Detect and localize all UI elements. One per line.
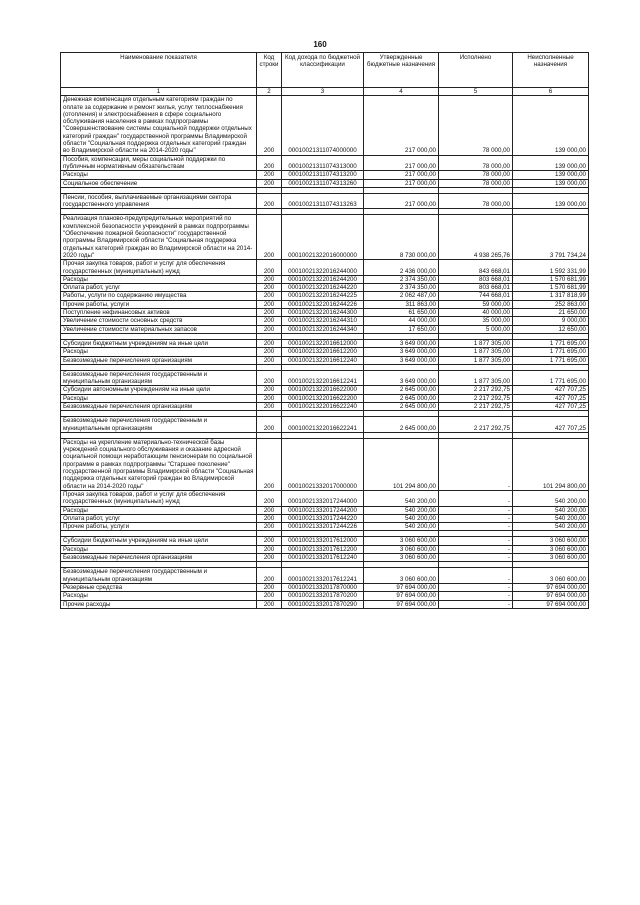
approved-amount-cell: 540 200,00 xyxy=(364,514,439,522)
table-row xyxy=(61,370,589,386)
line-code-cell: 200 xyxy=(257,523,282,531)
kbk-code-cell: 00010021311074313260 xyxy=(282,179,364,187)
kbk-code-cell: 00010021332017612240 xyxy=(282,554,364,562)
column-number: 1 xyxy=(61,88,257,96)
kbk-code-cell: 00010021332017870000 xyxy=(282,583,364,591)
kbk-code-cell: 00010021322016244226 xyxy=(282,300,364,308)
approved-amount-cell: 3 649 000,00 xyxy=(364,356,439,364)
column-header-executed: Исполнено xyxy=(439,53,513,88)
indicator-name-cell: Увеличение стоимости основных средств xyxy=(61,317,257,325)
line-code-cell: 200 xyxy=(257,402,282,410)
executed-amount-cell: 2 217 292,75 xyxy=(439,394,513,402)
column-number: 4 xyxy=(364,88,439,96)
line-code-cell: 200 xyxy=(257,554,282,562)
remaining-amount-cell: 21 650,00 xyxy=(513,309,589,317)
table-row xyxy=(61,171,589,179)
table-row xyxy=(61,394,589,402)
approved-amount-cell: 2 645 000,00 xyxy=(364,402,439,410)
approved-amount-cell: 217 000,00 xyxy=(364,193,439,209)
indicator-name-cell: Увеличение стоимости материальных запасов xyxy=(61,325,257,333)
indicator-name-cell: Безвозмездные перечисления организациям xyxy=(61,402,257,410)
approved-amount-cell: 3 649 000,00 xyxy=(364,339,439,347)
kbk-code-cell: 00010021322016622000 xyxy=(282,386,364,394)
column-number: 3 xyxy=(282,88,364,96)
remaining-amount-cell: 3 791 734,24 xyxy=(513,215,589,260)
approved-amount-cell: 8 730 000,00 xyxy=(364,215,439,260)
line-code-cell: 200 xyxy=(257,568,282,584)
kbk-code-cell: 00010021332017244000 xyxy=(282,490,364,506)
executed-amount-cell: 78 000,00 xyxy=(439,179,513,187)
executed-amount-cell: - xyxy=(439,490,513,506)
approved-amount-cell: 3 649 000,00 xyxy=(364,348,439,356)
column-header-name: Наименование показателя xyxy=(61,53,257,88)
kbk-code-cell: 00010021311074313000 xyxy=(282,155,364,171)
table-row xyxy=(61,490,589,506)
line-code-cell: 200 xyxy=(257,356,282,364)
approved-amount-cell: 311 863,00 xyxy=(364,300,439,308)
remaining-amount-cell: 3 060 600,00 xyxy=(513,554,589,562)
table-row xyxy=(61,292,589,300)
budget-execution-table xyxy=(60,52,589,609)
column-header-kbk: Код дохода по бюджетной классификации xyxy=(282,53,364,88)
approved-amount-cell: 2 645 000,00 xyxy=(364,386,439,394)
executed-amount-cell: 4 938 265,76 xyxy=(439,215,513,260)
line-code-cell: 200 xyxy=(257,514,282,522)
line-code-cell: 200 xyxy=(257,292,282,300)
table-row xyxy=(61,155,589,171)
approved-amount-cell: 3 060 600,00 xyxy=(364,545,439,553)
executed-amount-cell: 2 217 292,75 xyxy=(439,417,513,433)
line-code-cell: 200 xyxy=(257,284,282,292)
executed-amount-cell: 2 217 292,75 xyxy=(439,402,513,410)
approved-amount-cell: 217 000,00 xyxy=(364,171,439,179)
approved-amount-cell: 540 200,00 xyxy=(364,506,439,514)
line-code-cell: 200 xyxy=(257,309,282,317)
table-row xyxy=(61,260,589,276)
line-code-cell: 200 xyxy=(257,339,282,347)
table-row xyxy=(61,592,589,600)
approved-amount-cell: 2 436 000,00 xyxy=(364,260,439,276)
indicator-name-cell: Прочие работы, услуги xyxy=(61,523,257,531)
kbk-code-cell: 00010021322016244300 xyxy=(282,309,364,317)
indicator-name-cell: Расходы xyxy=(61,348,257,356)
approved-amount-cell: 217 000,00 xyxy=(364,155,439,171)
executed-amount-cell: - xyxy=(439,514,513,522)
remaining-amount-cell: 139 000,00 xyxy=(513,96,589,155)
remaining-amount-cell: 540 200,00 xyxy=(513,490,589,506)
indicator-name-cell: Безвозмездные перечисления государственным и муниципальным организациям xyxy=(61,417,257,433)
executed-amount-cell: - xyxy=(439,537,513,545)
line-code-cell: 200 xyxy=(257,583,282,591)
executed-amount-cell: - xyxy=(439,592,513,600)
table-row xyxy=(61,325,589,333)
column-number: 5 xyxy=(439,88,513,96)
remaining-amount-cell: 139 000,00 xyxy=(513,155,589,171)
indicator-name-cell: Работы, услуги по содержанию имущества xyxy=(61,292,257,300)
approved-amount-cell: 44 000,00 xyxy=(364,317,439,325)
approved-amount-cell: 2 062 487,00 xyxy=(364,292,439,300)
approved-amount-cell: 2 645 000,00 xyxy=(364,417,439,433)
approved-amount-cell: 61 650,00 xyxy=(364,309,439,317)
table-row xyxy=(61,506,589,514)
remaining-amount-cell: 540 200,00 xyxy=(513,523,589,531)
remaining-amount-cell: 1 771 695,00 xyxy=(513,356,589,364)
executed-amount-cell: - xyxy=(439,568,513,584)
indicator-name-cell: Расходы xyxy=(61,506,257,514)
executed-amount-cell: - xyxy=(439,523,513,531)
indicator-name-cell: Расходы на укрепление материально-технической базы учреждений социального обслуживания и оказание адресной социальной помощи неработающим пенсионерам по социальной программе в рамках подпрограммы "Старшее поколение" государственной программы Владимирской области "Социальная поддержка отдельных категорий граждан во Владимирской области на 2014-2020 годы" xyxy=(61,438,257,490)
kbk-code-cell: 00010021322016244220 xyxy=(282,284,364,292)
remaining-amount-cell: 1 771 695,00 xyxy=(513,339,589,347)
column-number: 2 xyxy=(257,88,282,96)
executed-amount-cell: 1 877 305,00 xyxy=(439,348,513,356)
indicator-name-cell: Субсидии бюджетным учреждениям на иные цели xyxy=(61,339,257,347)
kbk-code-cell: 00010021322016612200 xyxy=(282,348,364,356)
remaining-amount-cell: 1 771 695,00 xyxy=(513,348,589,356)
table-row xyxy=(61,537,589,545)
remaining-amount-cell: 427 707,25 xyxy=(513,417,589,433)
indicator-name-cell: Прочие расходы xyxy=(61,600,257,608)
approved-amount-cell: 17 650,00 xyxy=(364,325,439,333)
approved-amount-cell: 97 694 000,00 xyxy=(364,583,439,591)
indicator-name-cell: Расходы xyxy=(61,171,257,179)
table-row xyxy=(61,317,589,325)
line-code-cell: 200 xyxy=(257,394,282,402)
table-row xyxy=(61,179,589,187)
executed-amount-cell: 843 668,01 xyxy=(439,260,513,276)
line-code-cell: 200 xyxy=(257,592,282,600)
line-code-cell: 200 xyxy=(257,438,282,490)
executed-amount-cell: 40 000,00 xyxy=(439,309,513,317)
page-number: 160 xyxy=(313,40,327,49)
remaining-amount-cell: 1 771 695,00 xyxy=(513,370,589,386)
kbk-code-cell: 00010021332017244220 xyxy=(282,514,364,522)
executed-amount-cell: 5 000,00 xyxy=(439,325,513,333)
executed-amount-cell: - xyxy=(439,583,513,591)
indicator-name-cell: Оплата работ, услуг xyxy=(61,284,257,292)
executed-amount-cell: 59 000,00 xyxy=(439,300,513,308)
remaining-amount-cell: 427 707,25 xyxy=(513,386,589,394)
table-row xyxy=(61,309,589,317)
remaining-amount-cell: 9 000,00 xyxy=(513,317,589,325)
kbk-code-cell: 00010021322016000000 xyxy=(282,215,364,260)
remaining-amount-cell: 12 650,00 xyxy=(513,325,589,333)
line-code-cell: 200 xyxy=(257,215,282,260)
remaining-amount-cell: 252 863,00 xyxy=(513,300,589,308)
remaining-amount-cell: 1 570 681,99 xyxy=(513,275,589,283)
line-code-cell: 200 xyxy=(257,348,282,356)
kbk-code-cell: 00010021322016622240 xyxy=(282,402,364,410)
line-code-cell: 200 xyxy=(257,155,282,171)
kbk-code-cell: 00010021322016244310 xyxy=(282,317,364,325)
approved-amount-cell: 2 374 350,00 xyxy=(364,284,439,292)
executed-amount-cell: 803 668,01 xyxy=(439,275,513,283)
remaining-amount-cell: 139 000,00 xyxy=(513,171,589,179)
indicator-name-cell: Безвозмездные перечисления организациям xyxy=(61,356,257,364)
executed-amount-cell: - xyxy=(439,554,513,562)
remaining-amount-cell: 3 060 600,00 xyxy=(513,537,589,545)
kbk-code-cell: 00010021332017612000 xyxy=(282,537,364,545)
line-code-cell: 200 xyxy=(257,317,282,325)
approved-amount-cell: 217 000,00 xyxy=(364,96,439,155)
approved-amount-cell: 540 200,00 xyxy=(364,523,439,531)
indicator-name-cell: Прочая закупка товаров, работ и услуг для обеспечения государственных (муниципальных) нужд xyxy=(61,490,257,506)
remaining-amount-cell: 97 694 000,00 xyxy=(513,592,589,600)
table-row xyxy=(61,386,589,394)
line-code-cell: 200 xyxy=(257,275,282,283)
executed-amount-cell: 78 000,00 xyxy=(439,96,513,155)
executed-amount-cell: - xyxy=(439,600,513,608)
executed-amount-cell: 1 877 305,00 xyxy=(439,339,513,347)
kbk-code-cell: 00010021322016622241 xyxy=(282,417,364,433)
executed-amount-cell: - xyxy=(439,506,513,514)
indicator-name-cell: Субсидии автономным учреждениям на иные цели xyxy=(61,386,257,394)
remaining-amount-cell: 427 707,25 xyxy=(513,402,589,410)
remaining-amount-cell: 3 060 600,00 xyxy=(513,568,589,584)
table-row xyxy=(61,600,589,608)
kbk-code-cell: 00010021332017870200 xyxy=(282,592,364,600)
kbk-code-cell: 00010021322016612000 xyxy=(282,339,364,347)
indicator-name-cell: Пособия, компенсации, меры социальной поддержки по публичным нормативным обязательствам xyxy=(61,155,257,171)
approved-amount-cell: 101 294 800,00 xyxy=(364,438,439,490)
table-row xyxy=(61,402,589,410)
table-row xyxy=(61,348,589,356)
executed-amount-cell: 2 217 292,75 xyxy=(439,386,513,394)
indicator-name-cell: Социальное обеспечение xyxy=(61,179,257,187)
column-number: 6 xyxy=(513,88,589,96)
approved-amount-cell: 3 649 000,00 xyxy=(364,370,439,386)
line-code-cell: 200 xyxy=(257,386,282,394)
executed-amount-cell: 1 877 305,00 xyxy=(439,356,513,364)
table-row xyxy=(61,554,589,562)
approved-amount-cell: 3 060 600,00 xyxy=(364,568,439,584)
approved-amount-cell: 540 200,00 xyxy=(364,490,439,506)
indicator-name-cell: Расходы xyxy=(61,592,257,600)
line-code-cell: 200 xyxy=(257,96,282,155)
indicator-name-cell: Субсидии бюджетным учреждениям на иные цели xyxy=(61,537,257,545)
remaining-amount-cell: 139 000,00 xyxy=(513,193,589,209)
kbk-code-cell: 00010021322016244000 xyxy=(282,260,364,276)
table-row xyxy=(61,300,589,308)
column-header-line-code: Код строки xyxy=(257,53,282,88)
indicator-name-cell: Реализация планово-предупредительных мероприятий по комплексной безопасности учреждений в рамках подпрограммы "Обеспечение пожарной безопасности" государственной программы Владимирской области "Социальная поддержка отдельных категорий граждан во Владимирской области на 2014-2020 годы" xyxy=(61,215,257,260)
approved-amount-cell: 97 694 000,00 xyxy=(364,600,439,608)
table-row xyxy=(61,583,589,591)
indicator-name-cell: Оплата работ, услуг xyxy=(61,514,257,522)
executed-amount-cell: 35 000,00 xyxy=(439,317,513,325)
indicator-name-cell: Безвозмездные перечисления организациям xyxy=(61,554,257,562)
table-row xyxy=(61,96,589,155)
kbk-code-cell: 00010021332017244200 xyxy=(282,506,364,514)
table-row xyxy=(61,356,589,364)
approved-amount-cell: 217 000,00 xyxy=(364,179,439,187)
executed-amount-cell: 744 668,01 xyxy=(439,292,513,300)
table-row xyxy=(61,339,589,347)
kbk-code-cell: 00010021332017870290 xyxy=(282,600,364,608)
approved-amount-cell: 97 694 000,00 xyxy=(364,592,439,600)
approved-amount-cell: 3 060 600,00 xyxy=(364,554,439,562)
indicator-name-cell: Расходы xyxy=(61,545,257,553)
remaining-amount-cell: 101 294 800,00 xyxy=(513,438,589,490)
remaining-amount-cell: 540 200,00 xyxy=(513,506,589,514)
kbk-code-cell: 00010021311074313263 xyxy=(282,193,364,209)
line-code-cell: 200 xyxy=(257,545,282,553)
remaining-amount-cell: 97 694 000,00 xyxy=(513,583,589,591)
approved-amount-cell: 3 060 600,00 xyxy=(364,537,439,545)
header-row xyxy=(61,53,589,88)
kbk-code-cell: 00010021322016622200 xyxy=(282,394,364,402)
table-row xyxy=(61,215,589,260)
table-row xyxy=(61,545,589,553)
approved-amount-cell: 2 374 350,00 xyxy=(364,275,439,283)
line-code-cell: 200 xyxy=(257,417,282,433)
kbk-code-cell: 00010021322016244225 xyxy=(282,292,364,300)
table-row xyxy=(61,568,589,584)
line-code-cell: 200 xyxy=(257,537,282,545)
remaining-amount-cell: 1 570 681,99 xyxy=(513,284,589,292)
indicator-name-cell: Денежная компенсация отдельным категориям граждан по оплате за содержание и ремонт жилья, услуг теплоснабжения (отопления) и электроснабжения в сфере социального обслуживания населения в рамках подпрограммы "Совершенствование системы социальной поддержки отдельных категорий граждан" государственной программы Владимирской области "Социальная поддержка отдельных категорий граждан во Владимирской области на 2014-2020 годы" xyxy=(61,96,257,155)
line-code-cell: 200 xyxy=(257,171,282,179)
table-body xyxy=(61,96,589,609)
line-code-cell: 200 xyxy=(257,490,282,506)
indicator-name-cell: Расходы xyxy=(61,275,257,283)
kbk-code-cell: 00010021322016612240 xyxy=(282,356,364,364)
line-code-cell: 200 xyxy=(257,506,282,514)
column-header-remaining: Неисполненные назначения xyxy=(513,53,589,88)
table-row xyxy=(61,523,589,531)
line-code-cell: 200 xyxy=(257,325,282,333)
kbk-code-cell: 00010021332017612200 xyxy=(282,545,364,553)
line-code-cell: 200 xyxy=(257,600,282,608)
kbk-code-cell: 00010021311074000000 xyxy=(282,96,364,155)
indicator-name-cell: Безвозмездные перечисления государственным и муниципальным организациям xyxy=(61,370,257,386)
table-row xyxy=(61,193,589,209)
table-row xyxy=(61,514,589,522)
executed-amount-cell: 78 000,00 xyxy=(439,155,513,171)
indicator-name-cell: Резервные средства xyxy=(61,583,257,591)
executed-amount-cell: - xyxy=(439,438,513,490)
table-row xyxy=(61,275,589,283)
approved-amount-cell: 2 645 000,00 xyxy=(364,394,439,402)
line-code-cell: 200 xyxy=(257,370,282,386)
indicator-name-cell: Пенсии, пособия, выплачиваемые организациями сектора государственного управления xyxy=(61,193,257,209)
kbk-code-cell: 00010021332017000000 xyxy=(282,438,364,490)
kbk-code-cell: 00010021322016244200 xyxy=(282,275,364,283)
table-row xyxy=(61,284,589,292)
table-row xyxy=(61,417,589,433)
executed-amount-cell: 78 000,00 xyxy=(439,193,513,209)
kbk-code-cell: 00010021332017612241 xyxy=(282,568,364,584)
indicator-name-cell: Прочие работы, услуги xyxy=(61,300,257,308)
kbk-code-cell: 00010021311074313200 xyxy=(282,171,364,179)
column-number-row xyxy=(61,88,589,96)
kbk-code-cell: 00010021322016244340 xyxy=(282,325,364,333)
line-code-cell: 200 xyxy=(257,193,282,209)
executed-amount-cell: - xyxy=(439,545,513,553)
line-code-cell: 200 xyxy=(257,179,282,187)
remaining-amount-cell: 1 592 331,99 xyxy=(513,260,589,276)
remaining-amount-cell: 97 694 000,00 xyxy=(513,600,589,608)
indicator-name-cell: Расходы xyxy=(61,394,257,402)
remaining-amount-cell: 540 200,00 xyxy=(513,514,589,522)
executed-amount-cell: 1 877 305,00 xyxy=(439,370,513,386)
executed-amount-cell: 803 668,01 xyxy=(439,284,513,292)
column-header-approved: Утвержденные бюджетные назначения xyxy=(364,53,439,88)
remaining-amount-cell: 1 317 818,99 xyxy=(513,292,589,300)
remaining-amount-cell: 427 707,25 xyxy=(513,394,589,402)
remaining-amount-cell: 139 000,00 xyxy=(513,179,589,187)
remaining-amount-cell: 3 060 600,00 xyxy=(513,545,589,553)
kbk-code-cell: 00010021322016612241 xyxy=(282,370,364,386)
indicator-name-cell: Прочая закупка товаров, работ и услуг для обеспечения государственных (муниципальных) нужд xyxy=(61,260,257,276)
table-row xyxy=(61,438,589,490)
kbk-code-cell: 00010021332017244226 xyxy=(282,523,364,531)
line-code-cell: 200 xyxy=(257,300,282,308)
executed-amount-cell: 78 000,00 xyxy=(439,171,513,179)
indicator-name-cell: Безвозмездные перечисления государственным и муниципальным организациям xyxy=(61,568,257,584)
line-code-cell: 200 xyxy=(257,260,282,276)
indicator-name-cell: Поступление нефинансовых активов xyxy=(61,309,257,317)
